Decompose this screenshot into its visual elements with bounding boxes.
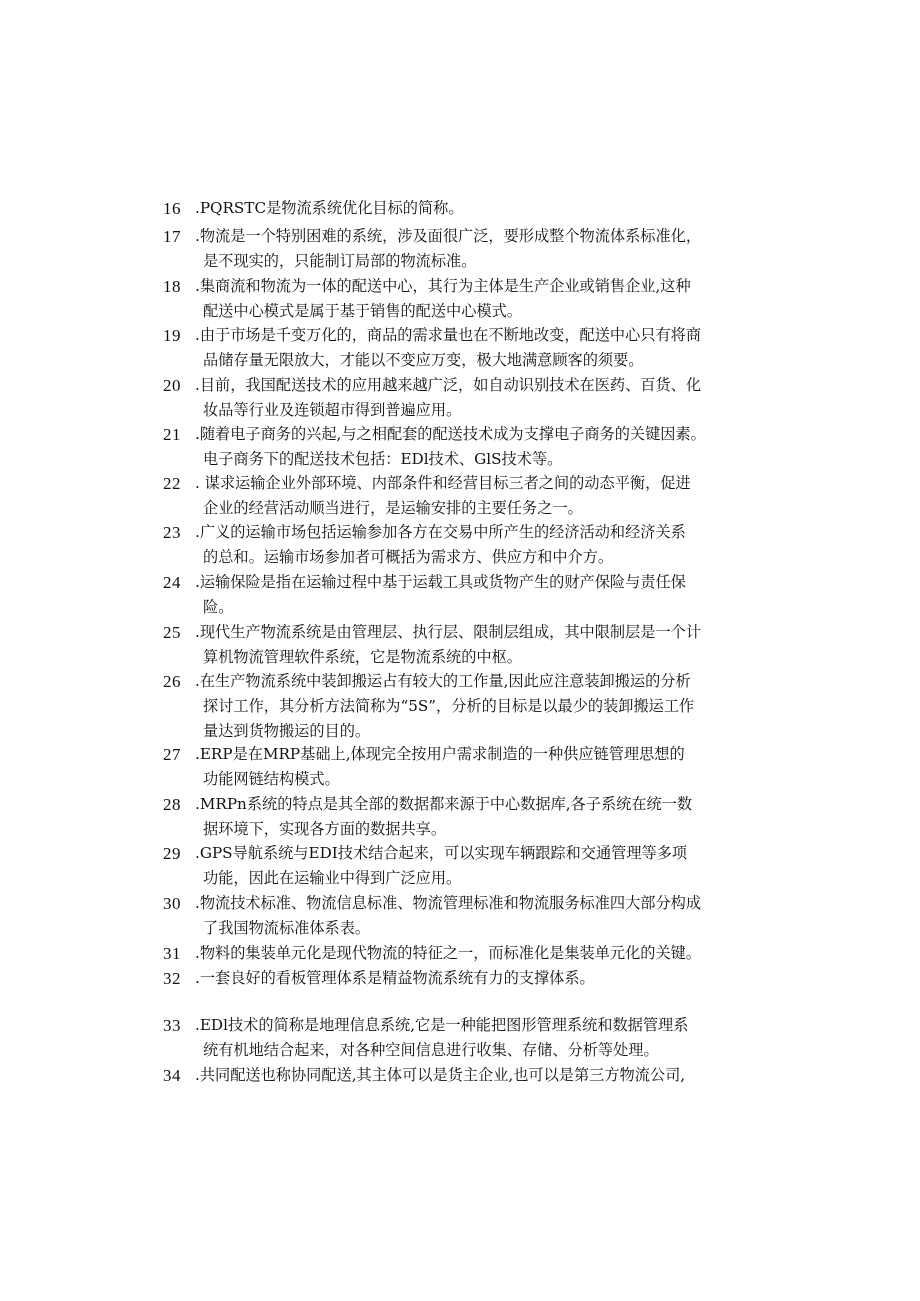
item-text <box>195 792 770 842</box>
item-number: 17 <box>163 227 181 246</box>
item-number: 25 <box>163 623 181 642</box>
item-text <box>195 570 770 620</box>
item-line: 统有机地结合起来，对各种空间信息进行收集、存储、分析等处理。 <box>203 1041 659 1059</box>
item-number: 32 <box>163 969 181 988</box>
item-line: .由于市场是千变万化的，商品的需求量也在不断地改变，配送中心只有将商 <box>195 326 702 344</box>
item-number: 20 <box>163 376 181 395</box>
item-text <box>195 742 770 792</box>
item-line: .物流是一个特别困难的系统，涉及面很广泛，要形成整个物流体系标准化， <box>195 227 702 245</box>
item-line: .共同配送也称协同配送,其主体可以是货主企业,也可以是第三方物流公司, <box>195 1066 686 1084</box>
item-line: 妆品等行业及连锁超市得到普遍应用。 <box>203 401 462 419</box>
item-text <box>195 669 770 744</box>
item-line: 功能，因此在运输业中得到广泛应用。 <box>203 869 462 887</box>
item-text <box>195 422 770 472</box>
item-text <box>195 224 770 274</box>
item-line: .运输保险是指在运输过程中基于运载工具或货物产生的财产保险与责任保 <box>195 573 686 591</box>
item-text <box>195 941 770 966</box>
item-line: 险。 <box>203 598 234 616</box>
item-line: 品储存量无限放大，才能以不变应万变，极大地满意顾客的须要。 <box>203 351 644 369</box>
item-number: 29 <box>163 844 181 863</box>
item-line: .物料的集装单元化是现代物流的特征之一，而标准化是集装单元化的关键。 <box>195 944 702 962</box>
item-line: .一套良好的看板管理体系是精益物流系统有力的支撑体系。 <box>195 969 595 987</box>
item-line: 量达到货物搬运的目的。 <box>203 722 371 740</box>
item-number: 19 <box>163 326 181 345</box>
item-text <box>195 373 770 423</box>
item-line: .随着电子商务的兴起,与之相配套的配送技术成为支撑电子商务的关键因素。 <box>195 425 706 443</box>
item-text <box>195 471 770 521</box>
item-number: 27 <box>163 745 181 764</box>
item-text <box>195 891 770 941</box>
item-line: 是不现实的，只能制订局部的物流标准。 <box>203 252 477 270</box>
item-text <box>195 274 770 324</box>
item-number: 30 <box>163 894 181 913</box>
item-number: 21 <box>163 425 181 444</box>
item-number: 34 <box>163 1066 181 1085</box>
item-text <box>195 620 770 670</box>
item-line: 了我国物流标准体系表。 <box>203 919 371 937</box>
item-number: 33 <box>163 1016 181 1035</box>
item-number: 23 <box>163 523 181 542</box>
item-number: 18 <box>163 277 181 296</box>
item-line: .物流技术标准、物流信息标准、物流管理标准和物流服务标准四大部分构成 <box>195 894 702 912</box>
item-line: 电子商务下的配送技术包括：EDl技术、GlS技术等。 <box>203 450 563 468</box>
item-line: .GPS导航系统与EDI技术结合起来，可以实现车辆跟踪和交通管理等多项 <box>195 844 688 862</box>
item-text <box>195 966 770 991</box>
item-line: .广义的运输市场包括运输参加各方在交易中所产生的经济活动和经济关系 <box>195 523 686 541</box>
item-line: 的总和。运输市场参加者可概括为需求方、供应方和中介方。 <box>203 548 614 566</box>
item-line: 企业的经营活动顺当进行，是运输安排的主要任务之一。 <box>203 499 583 517</box>
item-line: .目前，我国配送技术的应用越来越广泛，如自动识别技术在医药、百货、化 <box>195 376 702 394</box>
item-line: .集商流和物流为一体的配送中心，其行为主体是生产企业或销售企业,这种 <box>195 277 691 295</box>
item-line: .EDl技术的简称是地理信息系统,它是一种能把图形管理系统和数据管理系 <box>195 1016 689 1034</box>
item-line: .ERP是在MRP基础上,体现完全按用户需求制造的一种供应链管理思想的 <box>195 745 685 763</box>
item-line: .在生产物流系统中装卸搬运占有较大的工作量,因此应注意装卸搬运的分析 <box>195 672 691 690</box>
item-number: 22 <box>163 474 181 493</box>
item-line: .现代生产物流系统是由管理层、执行层、限制层组成，其中限制层是一个计 <box>195 623 702 641</box>
item-number: 28 <box>163 795 181 814</box>
item-text <box>195 520 770 570</box>
item-line: 配送中心模式是属于基于销售的配送中心模式。 <box>203 302 522 320</box>
item-number: 24 <box>163 573 181 592</box>
item-text <box>195 323 770 373</box>
item-number: 26 <box>163 672 181 691</box>
item-number: 31 <box>163 944 181 963</box>
item-text <box>195 1013 770 1063</box>
item-line: . 谋求运输企业外部环境、内部条件和经营目标三者之间的动态平衡，促进 <box>195 474 691 492</box>
item-text <box>195 196 770 221</box>
item-line: 算机物流管理软件系统，它是物流系统的中枢。 <box>203 648 522 666</box>
item-line: 探讨工作，其分析方法简称为“5S”，分析的目标是以最少的装卸搬运工作 <box>203 697 695 715</box>
item-text <box>195 841 770 891</box>
item-line: .PQRSTC是物流系统优化目标的简称。 <box>195 199 464 217</box>
item-number: 16 <box>163 199 181 218</box>
item-text <box>195 1063 770 1088</box>
item-line: .MRPn系统的特点是其全部的数据都来源于中心数据库,各子系统在统一数 <box>195 795 693 813</box>
item-line: 据环境下，实现各方面的数据共享。 <box>203 820 446 838</box>
item-line: 功能网链结构模式。 <box>203 770 340 788</box>
